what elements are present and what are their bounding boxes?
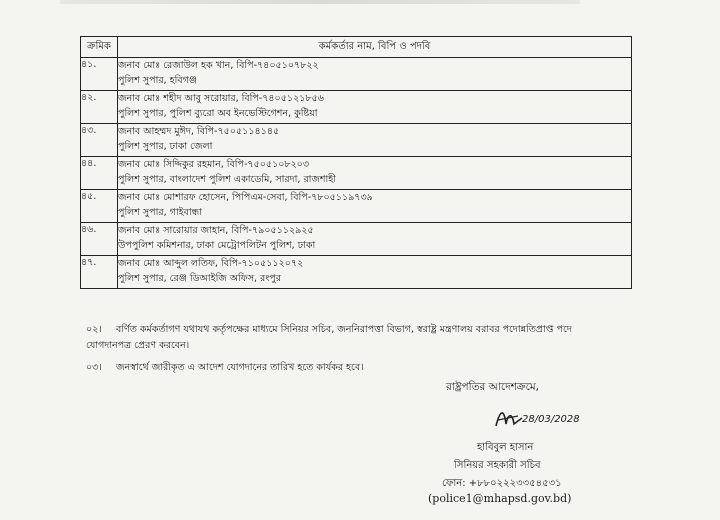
officer-post: পুলিশ সুপার, রেঞ্জ ডিআইজি অফিস, রংপুর bbox=[118, 273, 282, 284]
table-row bbox=[81, 190, 632, 223]
order-line: রাষ্ট্রপতির আদেশক্রমে, bbox=[446, 381, 539, 393]
paragraph-text: জনস্বার্থে জারীকৃত এ আদেশ যোগদানের তারিখ হতে কার্যকর হবে। bbox=[116, 362, 364, 373]
row-info bbox=[118, 91, 632, 124]
row-serial: ৪১. bbox=[81, 58, 118, 91]
signatory-phone: ফোন: +৮৮০২২২৩৩৫৪৫৩১ bbox=[442, 478, 562, 489]
officer-name: জনাব মোঃ আব্দুল লতিফ, বিপি-৭১০৫১১২০৭২ bbox=[118, 258, 304, 269]
table-row bbox=[81, 256, 632, 289]
officer-name: জনাব মোঃ মোশারফ হোসেন, পিপিএম-সেবা, বিপি-৭৮০৫১১৯৭৩৯ bbox=[118, 192, 373, 203]
row-info bbox=[118, 256, 632, 289]
header-serial: ক্রমিক bbox=[81, 37, 118, 58]
officer-post: পুলিশ সুপার, গাইবান্ধা bbox=[118, 207, 202, 218]
paragraph-02 bbox=[86, 322, 572, 354]
officer-post: পুলিশ সুপার, হবিগঞ্জ bbox=[118, 75, 197, 86]
officer-name: জনাব মোঃ রেজাউল হক খান, বিপি-৭৪০৫১০৭৮২২ bbox=[118, 60, 319, 71]
officer-name: জনাব আহম্মদ মুঈদ, বিপি-৭৫০৫১১৪১৪৫ bbox=[118, 126, 280, 137]
signature-date: 28/03/2028 bbox=[522, 414, 580, 425]
signatory-email: (police1@mhapsd.gov.bd) bbox=[428, 492, 572, 505]
table-header-row bbox=[81, 37, 632, 58]
row-info bbox=[118, 223, 632, 256]
table-row bbox=[81, 223, 632, 256]
table-row bbox=[81, 157, 632, 190]
header-name: কর্মকর্তার নাম, বিপি ও পদবি bbox=[118, 37, 632, 58]
row-serial: ৪৫. bbox=[81, 190, 118, 223]
table-row bbox=[81, 58, 632, 91]
row-serial: ৪৩. bbox=[81, 124, 118, 157]
row-info bbox=[118, 124, 632, 157]
table-row bbox=[81, 91, 632, 124]
row-info bbox=[118, 190, 632, 223]
row-serial: ৪৪. bbox=[81, 157, 118, 190]
paragraph-text: যোগদানপত্র প্রেরণ করবেন। bbox=[86, 340, 190, 351]
paragraph-number: ০২। bbox=[86, 324, 102, 335]
table-row bbox=[81, 124, 632, 157]
officer-name: জনাব মোঃ সিদ্দিকুর রহমান, বিপি-৭৫০৫১০৮২০৩ bbox=[118, 159, 310, 170]
row-info bbox=[118, 58, 632, 91]
signatory-designation: সিনিয়র সহকারী সচিব bbox=[454, 460, 541, 471]
row-serial: ৪২. bbox=[81, 91, 118, 124]
officer-table bbox=[80, 36, 632, 289]
officer-name: জনাব মোঃ শহীদ আবু সরোয়ার, বিপি-৭৪০৫১২১৮৫৬ bbox=[118, 93, 324, 104]
row-info bbox=[118, 157, 632, 190]
officer-post: পুলিশ সুপার, ঢাকা জেলা bbox=[118, 141, 213, 152]
row-serial: ৪৬. bbox=[81, 223, 118, 256]
paragraph-number: ০৩। bbox=[86, 362, 102, 373]
paragraph-text: বর্ণিত কর্মকর্তাগণ যথাযথ কর্তৃপক্ষের মাধ্যমে সিনিয়র সচিব, জননিরাপত্তা বিভাগ, স্বরাষ্ট্র মন্ত্রণালয় বরাবর পদোন্নতিপ্রাপ্ত পদে bbox=[116, 324, 572, 335]
row-serial: ৪৭. bbox=[81, 256, 118, 289]
officer-post: পুলিশ সুপার, পুলিশ ব্যুরো অব ইনভেস্টিগেশন, কুষ্টিয়া bbox=[118, 108, 318, 119]
paragraph-03 bbox=[86, 360, 364, 376]
signatory-name: হাবিবুল হাসান bbox=[477, 442, 534, 453]
page-top-edge bbox=[60, 0, 580, 4]
officer-name: জনাব মোঃ সারোয়ার জাহান, বিপি-৭৯০৫১১২৯২৫ bbox=[118, 225, 314, 236]
officer-post: পুলিশ সুপার, বাংলাদেশ পুলিশ একাডেমি, সারদা, রাজশাহী bbox=[118, 174, 337, 185]
officer-post: উপপুলিশ কমিশনার, ঢাকা মেট্রোপলিটন পুলিশ, ঢাকা bbox=[118, 240, 316, 251]
